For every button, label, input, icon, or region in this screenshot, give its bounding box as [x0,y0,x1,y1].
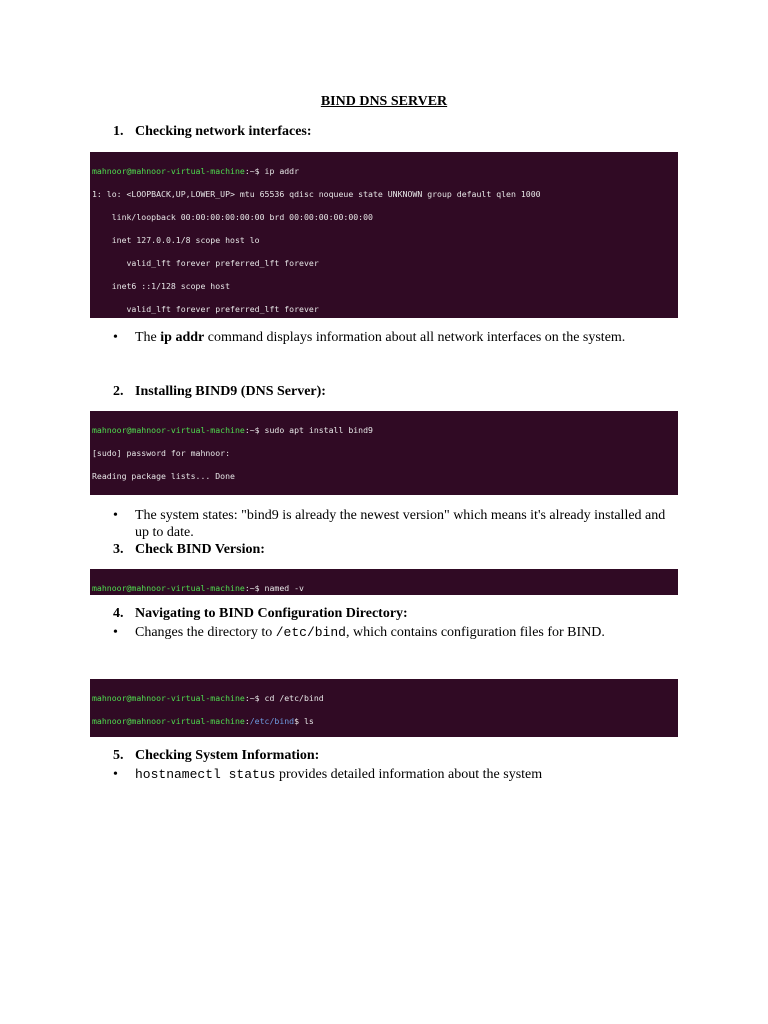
text-run: Changes the directory to [135,625,276,640]
prompt-user: mahnoor@mahnoor-virtual-machine [92,165,245,176]
section-5-heading [113,748,319,764]
section-title: Navigating to BIND Configuration Directory: [135,606,408,621]
section-title: Check BIND Version: [135,542,265,557]
section-number: 4. [113,606,124,621]
bullet-ip-addr [113,329,678,346]
bullet-hostnamectl [113,766,678,783]
terminal-command: :~$ cd /etc/bind [244,692,324,703]
section-number: 5. [113,748,124,763]
prompt-user: mahnoor@mahnoor-virtual-machine [92,424,245,435]
bullet-text [135,624,678,641]
terminal-ip-addr [90,152,678,318]
bullet-dot: • [113,508,118,523]
section-title: Checking System Information: [135,748,320,763]
section-title: Installing BIND9 (DNS Server): [135,384,326,399]
section-title: Checking network interfaces: [135,124,312,139]
terminal-output-line: inet 127.0.0.1/8 scope host lo [92,234,260,245]
section-number: 2. [113,384,124,399]
bullet-bind9-status [113,507,678,541]
terminal-prompt-line [92,166,678,178]
bold-command: ip addr [160,330,205,345]
prompt-user: mahnoor@mahnoor-virtual-machine [92,715,245,726]
terminal-output-line: [sudo] password for mahnoor: [92,447,231,458]
bullet-dot: • [113,330,118,345]
terminal-command: :~$ named -v [244,582,304,593]
prompt-path: /etc/bind [249,715,295,726]
terminal-prompt-line [92,716,678,728]
terminal-command: $ ls [294,715,314,726]
terminal-output-line: Reading package lists... Done [92,470,235,481]
section-3-heading [113,542,265,558]
text-run: provides detailed information about the system [275,767,543,782]
terminal-prompt-line [92,693,678,705]
terminal-output-line: link/loopback 00:00:00:00:00:00 brd 00:00:00:00:00:00 [92,211,373,222]
text-run: The [135,330,161,345]
prompt-colon: : [244,715,250,726]
section-number: 3. [113,542,124,557]
terminal-prompt-line [92,583,678,595]
section-number: 1. [113,124,124,139]
prompt-user: mahnoor@mahnoor-virtual-machine [92,582,245,593]
prompt-user: mahnoor@mahnoor-virtual-machine [92,692,245,703]
section-1-heading [113,124,312,140]
terminal-output-line: valid_lft forever preferred_lft forever [92,257,319,268]
bullet-cd-bind [113,624,678,641]
section-2-heading [113,384,326,400]
section-4-heading [113,606,408,622]
terminal-command: :~$ ip addr [244,165,300,176]
terminal-named-version [90,569,678,595]
terminal-output-line [92,494,678,496]
bullet-dot: • [113,767,118,782]
bullet-text: The system states: "bind9 is already the newest version" which means it's already installed and up to date. [135,508,666,540]
terminal-command: :~$ sudo apt install bind9 [244,424,373,435]
bullet-text [135,766,678,783]
inline-code: /etc/bind [275,625,346,640]
bullet-text [135,329,678,346]
terminal-output-line: inet6 ::1/128 scope host [92,280,231,291]
terminal-output-line: 1: lo: <LOOPBACK,UP,LOWER_UP> mtu 65536 qdisc noqueue state UNKNOWN group default qlen 1000 [92,188,541,199]
terminal-etc-bind [90,679,678,737]
terminal-install-bind9 [90,411,678,495]
text-run: command displays information about all network interfaces on the system. [204,330,626,345]
bullet-dot: • [113,625,118,640]
document-title: BIND DNS SERVER [320,94,448,109]
inline-code: hostnamectl status [135,767,276,782]
terminal-prompt-line [92,425,678,437]
terminal-output-line: valid_lft forever preferred_lft forever [92,303,319,314]
text-run: , which contains configuration files for BIND. [345,625,605,640]
